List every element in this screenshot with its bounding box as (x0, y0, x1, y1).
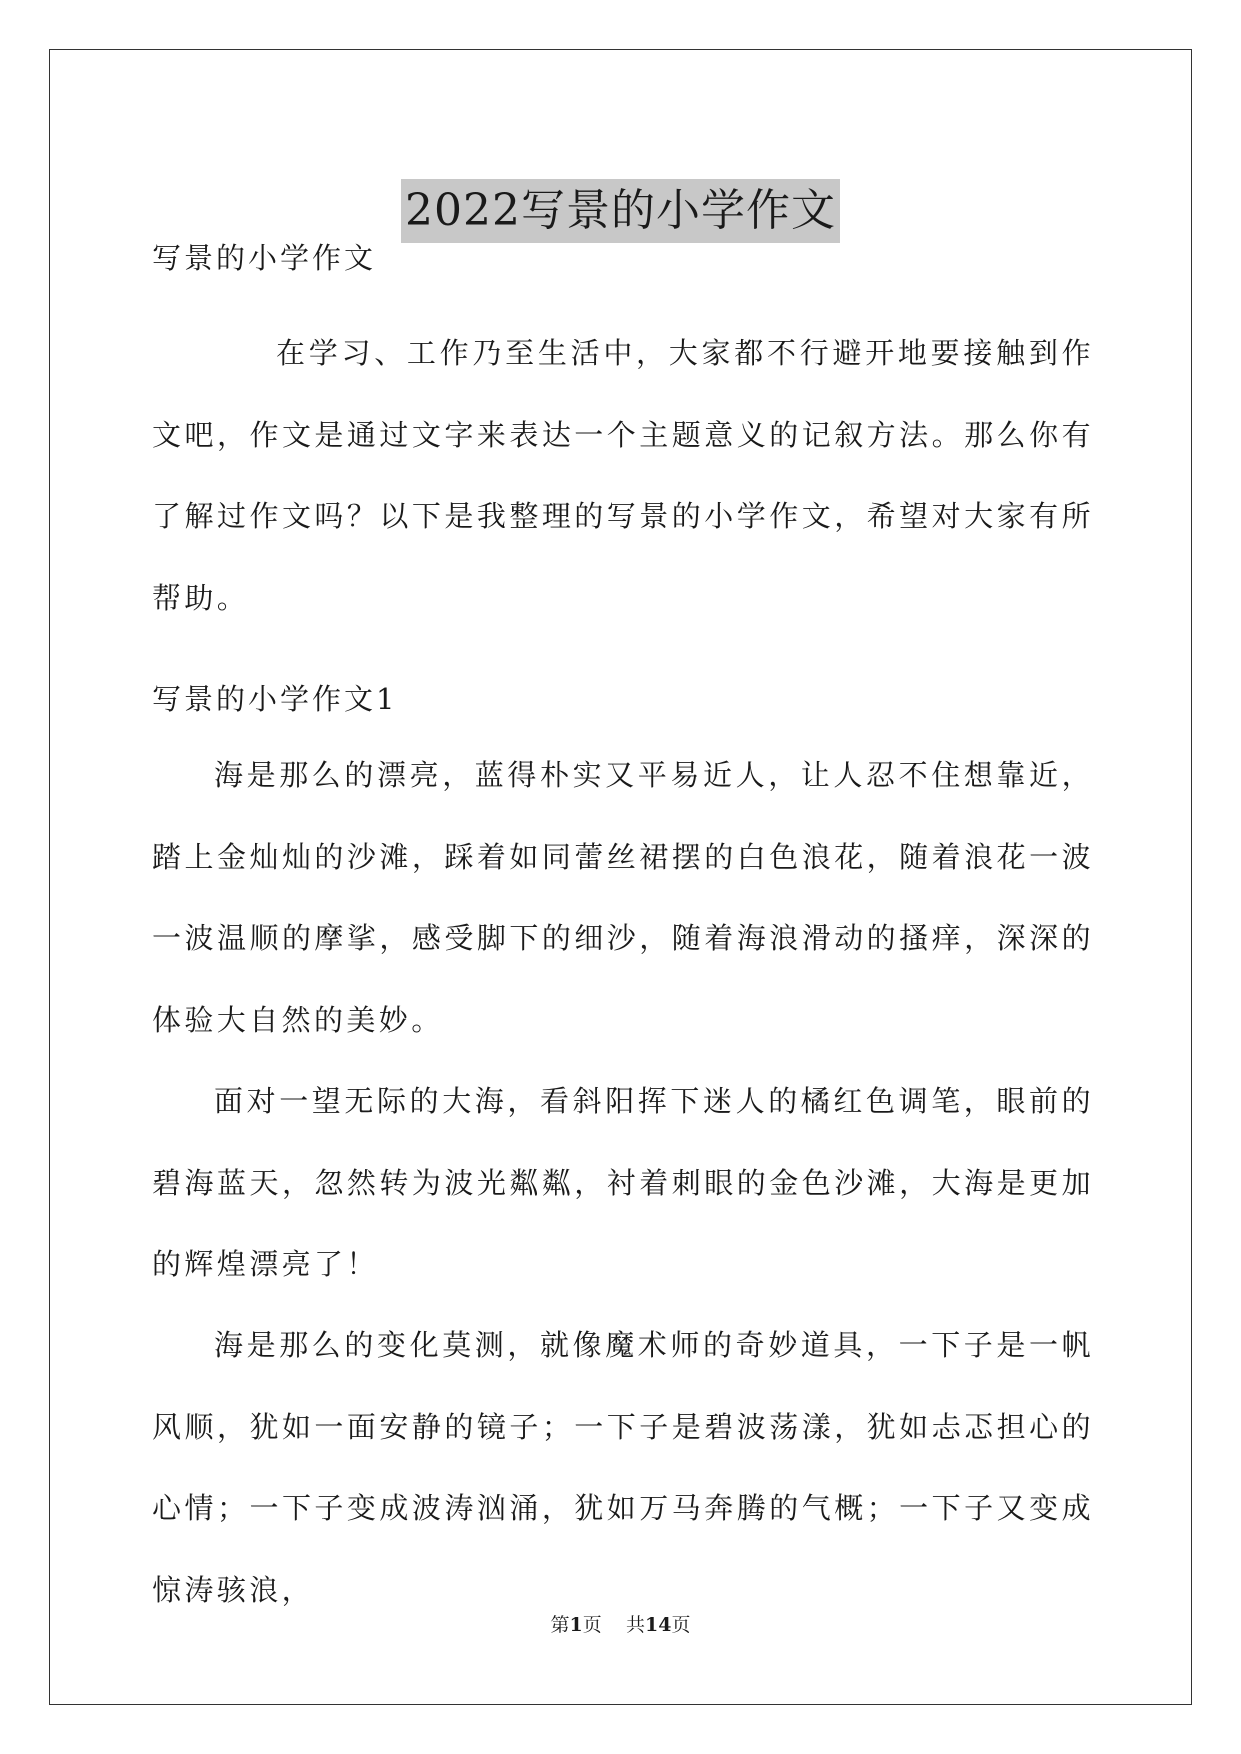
document-subtitle: 写景的小学作文 (152, 241, 377, 275)
footer-page-prefix: 第 (550, 1614, 570, 1636)
body-paragraph-2: 面对一望无际的大海，看斜阳挥下迷人的橘红色调笔，眼前的碧海蓝天，忽然转为波光粼粼，衬着刺眼的金色沙滩，大海是更加的辉煌漂亮了！ (152, 1084, 1094, 1281)
body-paragraph-3: 海是那么的变化莫测，就像魔术师的奇妙道具，一下子是一帆风顺，犹如一面安静的镜子；一下子是碧波荡漾，犹如忐忑担心的心情；一下子变成波涛汹涌，犹如万马奔腾的气概；一下子又变成惊涛骇浪， (152, 1328, 1094, 1607)
footer-total-pages: 14 (644, 1614, 672, 1636)
footer-page-number: 1 (569, 1614, 583, 1636)
body-paragraph-1: 海是那么的漂亮，蓝得朴实又平易近人，让人忍不住想靠近，踏上金灿灿的沙滩，踩着如同蕾丝裙摆的白色浪花，随着浪花一波一波温顺的摩挲，感受脚下的细沙，随着海浪滑动的搔痒，深深的体验大自然的美妙。 (152, 758, 1094, 1037)
section-heading: 写景的小学作文1 (152, 682, 398, 716)
page-footer (0, 1611, 1241, 1639)
intro-paragraph: 在学习、工作乃至生活中，大家都不行避开地要接触到作文吧，作文是通过文字来表达一个主题意义的记叙方法。那么你有了解过作文吗？以下是我整理的写景的小学作文，希望对大家有所帮助。 (152, 336, 1094, 615)
footer-total-suffix: 页 (671, 1614, 691, 1636)
document-title: 2022写景的小学作文 (401, 179, 840, 243)
footer-page-suffix: 页 (582, 1614, 602, 1636)
footer-total-prefix: 共 (625, 1614, 645, 1636)
